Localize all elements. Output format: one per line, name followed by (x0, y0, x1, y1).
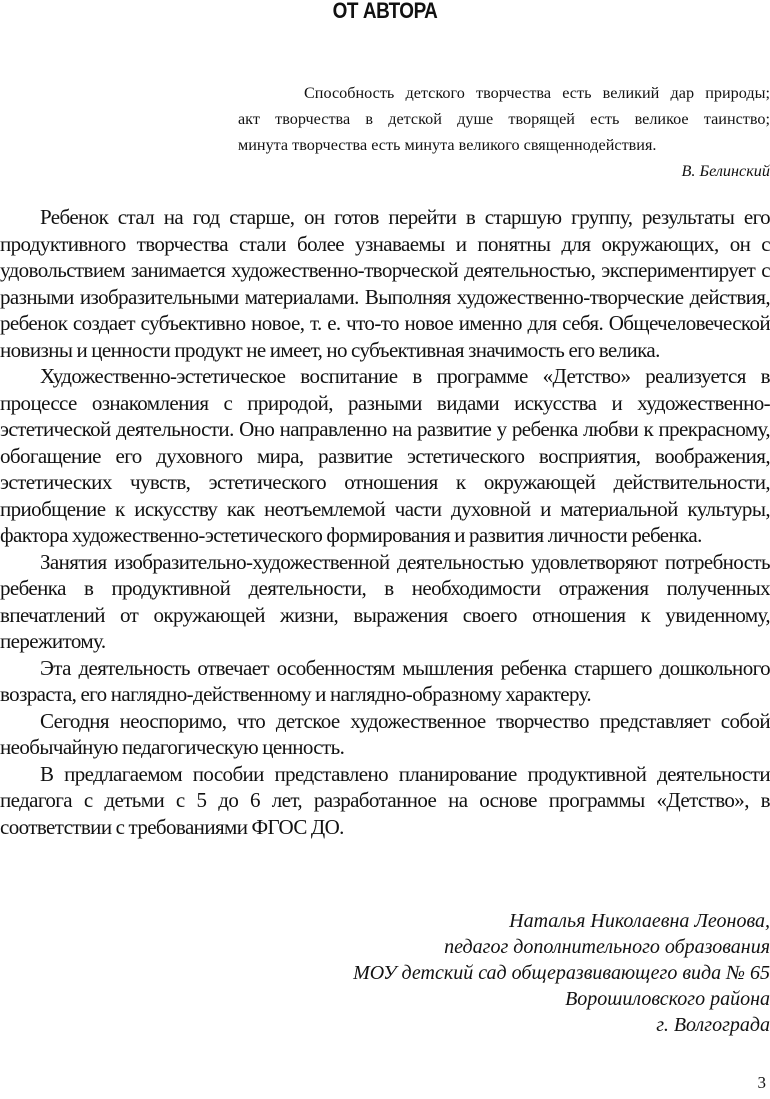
page-title: ОТ АВТОРА (332, 0, 438, 23)
epigraph-line: акт творчества в детской душе творящей есть великое таинство; (238, 110, 770, 128)
author-position: педагог дополнительного образования (444, 936, 770, 958)
epigraph-line: минута творчества есть минута великого священнодействия. (238, 136, 657, 154)
paragraph: Эта деятельность отвечает особенностям мышления ребенка старшего дошкольного возраста, его наглядно-действенному и наглядно-образному характеру. (0, 655, 770, 706)
author-district: Ворошиловского района (565, 988, 770, 1010)
author-name: Наталья Николаевна Леонова, (509, 910, 770, 932)
paragraph: Ребенок стал на год старше, он готов перейти в старшую группу, результаты его продуктивного творчества стали более узнаваемы и понятны для окружающих, он с удовольствием занимается художественно-творческой деятельностью, экспериментирует с разными изобразительными материалами. Выполняя художественно-творческие действия, ребенок создает субъективно новое, т. е. что-то новое именно для себя. Общечеловеческой новизны и ценности продукт не имеет, но субъективная значимость его велика. (0, 205, 770, 362)
paragraph: Художественно-эстетическое воспитание в программе «Детство» реализуется в процессе ознакомления с природой, разными видами искусства и художественно-эстетической деятельности. Оно направленно на развитие у ребенка любви к прекрасному, обогащение его духовного мира, развитие эстетического восприятия, воображения, эстетических чувств, эстетического отношения к окружающей действительности, приобщение к искусству как неотъемлемой части духовной и материальной культуры, фактора художественно-эстетического формирования и развития личности ребенка. (0, 364, 770, 547)
epigraph-attribution: В. Белинский (681, 162, 770, 180)
epigraph (238, 80, 770, 184)
page-number: 3 (757, 1073, 766, 1092)
paragraph: В предлагаемом пособии представлено планирование продуктивной деятельности педагога с детьми с 5 до 6 лет, разработанное на основе программы «Детство», в соответствии с требованиями ФГОС ДО. (0, 761, 770, 839)
epigraph-line: Способность детского творчества есть великий дар природы; (304, 84, 770, 102)
author-institution: МОУ детский сад общеразвивающего вида № 65 (353, 962, 770, 984)
author-city: г. Волгограда (656, 1014, 770, 1036)
author-signature (250, 908, 770, 1038)
paragraph: Сегодня неоспоримо, что детское художественное творчество представляет собой необычайную педагогическую ценность. (0, 708, 770, 759)
paragraph: Занятия изобразительно-художественной деятельностью удовлетворяют потребность ребенка в продуктивной деятельности, в необходимости отражения полученных впечатлений от окружающей жизни, выражения своего отношения к увиденному, пережитому. (0, 549, 770, 653)
body-text (0, 204, 770, 840)
